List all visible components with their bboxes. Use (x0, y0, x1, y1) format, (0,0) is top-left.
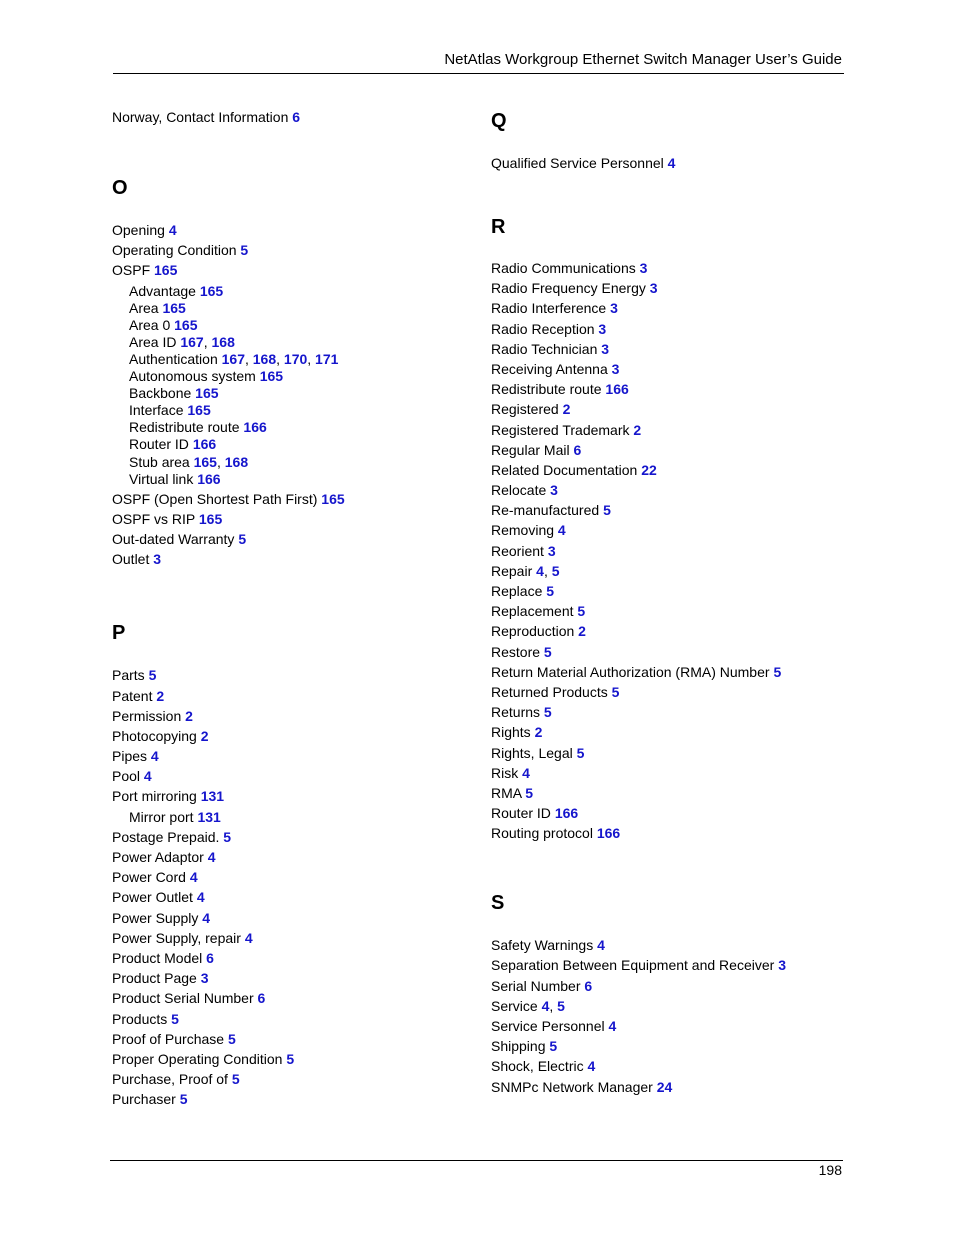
page-link[interactable]: 3 (639, 260, 648, 276)
index-entry-routing-protocol (491, 825, 851, 841)
index-term: Power Supply, repair (112, 929, 241, 946)
index-term: Redistribute route (129, 419, 240, 436)
index-term: Opening (112, 222, 165, 238)
index-term: OSPF (112, 262, 151, 279)
page-link[interactable]: 167 (180, 333, 204, 350)
page-link[interactable]: 166 (554, 805, 579, 822)
page-link[interactable]: 3 (601, 340, 610, 357)
index-term: Permission (112, 707, 182, 724)
index-subentry-virtual-link (112, 471, 472, 487)
index-term: Pipes (112, 748, 148, 765)
index-term: Radio Communications (491, 260, 636, 276)
page-link[interactable]: 4 (557, 522, 566, 539)
index-entry-pipes (112, 748, 472, 764)
index-term: Radio Technician (491, 340, 598, 357)
page-link[interactable]: 4 (608, 1018, 617, 1034)
index-term: Advantage (129, 282, 196, 299)
index-term: Risk (491, 764, 519, 781)
page-link[interactable]: 3 (649, 280, 658, 297)
index-term: Reproduction (491, 623, 575, 640)
page-link[interactable]: 6 (573, 441, 582, 458)
index-term: Returned Products (491, 683, 608, 700)
page-link[interactable]: 5 (286, 1050, 295, 1067)
page-link[interactable]: 6 (584, 977, 593, 994)
page-link[interactable]: 5 (557, 997, 565, 1014)
page-header-title: NetAtlas Workgroup Ethernet Switch Manager User’s Guide (444, 51, 842, 68)
page-link[interactable]: 166 (596, 825, 621, 842)
index-term: Radio Frequency Energy (491, 280, 646, 297)
index-term: Serial Number (491, 977, 581, 994)
page-link[interactable]: 4 (196, 889, 205, 906)
index-group-p (112, 621, 472, 1107)
index-term: Virtual link (129, 470, 194, 487)
index-group-r (491, 215, 851, 841)
index-entry-parts (112, 667, 472, 683)
index-term: Safety Warnings (491, 937, 594, 954)
index-entry-reorient (491, 543, 851, 559)
index-subentry-area (112, 300, 472, 316)
page-link[interactable]: 4 (207, 849, 216, 866)
index-term: Pool (112, 768, 141, 785)
index-term: Purchase, Proof of (112, 1071, 228, 1088)
page-link[interactable]: 165 (199, 282, 224, 299)
page-link[interactable]: 166 (192, 436, 217, 453)
index-entry-radio-interference (491, 300, 851, 316)
index-entry-relocate (491, 482, 851, 498)
index-term: Outlet (112, 551, 150, 568)
index-entry-service: Service 4, 5 (491, 997, 565, 1014)
index-entry-replacement (491, 603, 851, 619)
index-subentry-authentication: Authentication 167, 168, 170, 171 (129, 350, 339, 367)
page-link[interactable]: 4 (244, 929, 253, 946)
index-entry-service-personnel (491, 1018, 851, 1034)
index-entry-radio-technician (491, 341, 851, 357)
index-term: Registered (491, 401, 559, 418)
index-term: SNMPc Network Manager (491, 1078, 653, 1095)
index-entry-proper-operating-condition (112, 1051, 472, 1067)
page-link[interactable]: 3 (547, 542, 556, 559)
index-entry-separation-between-equipment-and-receiver (491, 957, 851, 973)
index-term: Re-manufactured (491, 502, 600, 519)
index-term: Service Personnel (491, 1018, 605, 1034)
index-term: Removing (491, 522, 555, 539)
index-entry-re-manufactured (491, 502, 851, 518)
index-subentry-autonomous-system (112, 368, 472, 384)
index-term: Patent (112, 687, 153, 704)
index-term: Area ID (129, 333, 177, 350)
page-link[interactable]: 166 (605, 381, 629, 398)
index-term: Parts (112, 667, 145, 684)
index-entry-regular-mail (491, 442, 851, 458)
index-term: Related Documentation (491, 461, 638, 478)
page-link[interactable]: 3 (550, 482, 558, 499)
page-link[interactable]: 4 (150, 748, 159, 765)
index-entry-power-cord (112, 869, 472, 885)
index-term: Norway, Contact Information (112, 109, 289, 125)
index-entry-pool (112, 768, 472, 784)
page-link[interactable]: 3 (611, 360, 620, 377)
index-term: Product Model (112, 949, 203, 966)
index-entry-permission (112, 708, 472, 724)
index-entry-safety-warnings (491, 937, 851, 953)
page-link[interactable]: 2 (578, 623, 586, 640)
page-link[interactable]: 3 (610, 300, 618, 317)
index-entry-products (112, 1011, 472, 1027)
index-term: Receiving Antenna (491, 360, 608, 377)
page-link[interactable]: 165 (195, 385, 219, 402)
index-term: RMA (491, 784, 522, 801)
index-term: Port mirroring (112, 788, 197, 805)
index-entry-removing (491, 522, 851, 538)
page-link[interactable]: 165 (259, 368, 284, 385)
index-term: Radio Interference (491, 300, 607, 317)
index-term: Registered Trademark (491, 421, 630, 438)
index-column-right (491, 109, 851, 1099)
index-term: Proper Operating Condition (112, 1050, 283, 1067)
index-term: Purchaser (112, 1091, 176, 1108)
index-entry-proof-of-purchase (112, 1031, 472, 1047)
index-entry-power-adaptor (112, 849, 472, 865)
index-term: OSPF vs RIP (112, 510, 195, 527)
index-entry-repair: Repair 4, 5 (491, 562, 560, 579)
index-entry-restore (491, 644, 851, 660)
page-link[interactable]: 6 (257, 990, 266, 1007)
index-subentry-stub-area: Stub area 165, 168 (129, 453, 249, 470)
index-term: Radio Reception (491, 320, 595, 337)
index-entry-reproduction (491, 623, 851, 639)
index-letter-heading: R (491, 216, 506, 238)
page-link[interactable]: 2 (633, 421, 642, 438)
index-entry-opening (112, 222, 472, 238)
index-term: Restore (491, 643, 541, 660)
page-link[interactable]: 5 (773, 663, 782, 680)
index-entry-purchaser (112, 1091, 472, 1107)
index-term: Routing protocol (491, 825, 593, 842)
page-link[interactable]: 3 (778, 957, 786, 974)
page-link[interactable]: 5 (227, 1030, 236, 1047)
page-link[interactable]: 2 (534, 724, 543, 741)
index-entry-radio-reception (491, 321, 851, 337)
page-link[interactable]: 22 (641, 461, 657, 478)
page-link[interactable]: 131 (197, 808, 221, 825)
index-term: Shock, Electric (491, 1058, 584, 1075)
index-term: Rights (491, 724, 531, 741)
index-entry-shock-electric (491, 1058, 851, 1074)
page-number: 198 (818, 1162, 842, 1178)
index-subentry-mirror-port (112, 809, 472, 825)
index-entry-power-supply (112, 910, 472, 926)
page-link[interactable]: 5 (238, 531, 247, 548)
page-link[interactable]: 165 (193, 453, 217, 470)
index-term: Products (112, 1010, 168, 1027)
index-entry-product-model (112, 950, 472, 966)
index-subentry-area-id: Area ID 167, 168 (129, 333, 235, 350)
index-entry-ospf-open-shortest-path-first (112, 491, 472, 507)
index-term: OSPF (Open Shortest Path First) (112, 490, 318, 507)
page-link[interactable]: 2 (156, 687, 165, 704)
index-entry-registered-trademark (491, 422, 851, 438)
index-term: Backbone (129, 385, 192, 402)
index-entry-returned-products (491, 684, 851, 700)
index-entry-router-id (491, 805, 851, 821)
index-term: Regular Mail (491, 441, 570, 458)
page-link[interactable]: 4 (143, 768, 152, 785)
index-entry-postage-prepaid (112, 829, 472, 845)
page-link[interactable]: 167 (221, 350, 245, 367)
page-link[interactable]: 165 (174, 316, 198, 333)
page-link[interactable]: 4 (667, 155, 676, 171)
page-link[interactable]: 5 (171, 1010, 179, 1027)
index-letter-heading: P (112, 622, 126, 645)
page-link[interactable]: 4 (541, 997, 550, 1014)
page-link[interactable]: 170 (283, 350, 308, 367)
page-link[interactable]: 2 (562, 401, 571, 418)
page-link[interactable]: 5 (576, 744, 585, 761)
index-term: Interface (129, 402, 184, 419)
page-link[interactable]: 165 (187, 402, 211, 419)
index-term: Replace (491, 583, 543, 599)
page-link[interactable]: 5 (179, 1091, 188, 1108)
index-subentry-backbone (112, 385, 472, 401)
index-entry-related-documentation (491, 462, 851, 478)
index-term: Photocopying (112, 727, 197, 744)
page-link[interactable]: 3 (598, 320, 607, 337)
index-term: Qualified Service Personnel (491, 155, 664, 171)
page-link[interactable]: 166 (243, 419, 267, 436)
footer-rule (110, 1160, 843, 1161)
index-entry-radio-communications (491, 260, 851, 276)
page-link[interactable]: 4 (536, 562, 544, 579)
index-term: Stub area (129, 453, 190, 470)
index-entry-ospf (112, 262, 472, 278)
page-link[interactable]: 5 (148, 667, 157, 684)
index-term: Out-dated Warranty (112, 531, 235, 548)
index-entry-port-mirroring (112, 788, 472, 804)
page-link[interactable]: 168 (224, 453, 249, 470)
page-link[interactable]: 168 (252, 350, 277, 367)
index-entry-shipping (491, 1038, 851, 1054)
index-entry-product-serial-number (112, 990, 472, 1006)
page-link[interactable]: 165 (321, 490, 345, 507)
index-entry-rights-legal (491, 745, 851, 761)
index-subentry-advantage (112, 283, 472, 299)
index-term: Postage Prepaid. (112, 828, 220, 845)
index-term: Router ID (491, 805, 551, 822)
page-link[interactable]: 5 (577, 603, 586, 620)
index-entry-purchase-proof-of (112, 1071, 472, 1087)
page-link[interactable]: 5 (611, 683, 620, 700)
page-link[interactable]: 5 (549, 1038, 558, 1055)
index-term: Return Material Authorization (RMA) Number (491, 663, 770, 680)
index-term: Area 0 (129, 316, 171, 333)
page-link[interactable]: 5 (546, 583, 555, 599)
index-entry-outlet (112, 551, 472, 567)
index-term: Relocate (491, 482, 547, 499)
page-link[interactable]: 5 (231, 1071, 240, 1088)
page-link[interactable]: 6 (292, 109, 301, 125)
page-link[interactable]: 165 (162, 299, 186, 316)
index-entry-serial-number (491, 978, 851, 994)
index-entry-replace (491, 583, 851, 599)
index-group-s (491, 891, 851, 1094)
index-term: Product Serial Number (112, 990, 254, 1007)
index-group-q (491, 109, 851, 171)
index-entry-power-outlet (112, 889, 472, 905)
page-link[interactable]: 5 (551, 562, 560, 579)
index-letter-heading: O (112, 177, 128, 199)
index-term: Proof of Purchase (112, 1030, 225, 1047)
header-rule (113, 73, 844, 74)
index-term: Power Cord (112, 869, 186, 886)
page-link[interactable]: 4 (202, 909, 211, 926)
index-subentry-redistribute-route (112, 419, 472, 435)
page-link[interactable]: 4 (587, 1058, 596, 1075)
index-entry-redistribute-route (491, 381, 851, 397)
index-term: Autonomous system (129, 368, 256, 385)
page-link[interactable]: 24 (656, 1078, 673, 1095)
page-link[interactable]: 4 (522, 764, 530, 781)
index-entry-qualified-service-personnel (491, 155, 851, 171)
index-term: Replacement (491, 603, 574, 620)
index-term: Reorient (491, 542, 544, 559)
page-link[interactable]: 5 (240, 242, 249, 259)
index-term: Repair (491, 562, 533, 579)
index-entry-norway-contact-information (112, 109, 472, 125)
index-entry-product-page (112, 970, 472, 986)
page-link[interactable]: 165 (154, 262, 178, 279)
index-term: Authentication (129, 350, 218, 367)
index-entry-patent (112, 688, 472, 704)
page-link[interactable]: 5 (543, 704, 552, 721)
index-term: Rights, Legal (491, 744, 573, 761)
index-letter-heading: Q (491, 110, 507, 132)
page-link[interactable]: 4 (168, 222, 177, 238)
page-link[interactable]: 5 (603, 502, 611, 519)
page-link[interactable]: 2 (200, 727, 209, 744)
index-entry-power-supply-repair (112, 930, 472, 946)
index-entry-receiving-antenna (491, 361, 851, 377)
index-term: Product Page (112, 970, 197, 987)
index-term: Power Supply (112, 909, 199, 926)
index-group (112, 109, 472, 125)
index-term: Area (129, 299, 159, 316)
index-term: Router ID (129, 436, 189, 453)
index-term: Mirror port (129, 808, 194, 825)
page-link[interactable]: 168 (211, 333, 235, 350)
index-entry-rma (491, 785, 851, 801)
index-entry-registered (491, 401, 851, 417)
index-group-o (112, 176, 472, 567)
page-link[interactable]: 3 (153, 551, 162, 568)
page-link[interactable]: 4 (189, 869, 198, 886)
index-letter-heading: S (491, 892, 505, 915)
index-entry-snmpc-network-manager (491, 1079, 851, 1095)
index-entry-radio-frequency-energy (491, 280, 851, 296)
page-link[interactable]: 4 (597, 937, 605, 954)
page-link[interactable]: 5 (525, 784, 534, 801)
index-term: Operating Condition (112, 242, 237, 259)
page-link[interactable]: 3 (200, 970, 209, 987)
index-term: Power Adaptor (112, 849, 204, 866)
index-entry-returns (491, 704, 851, 720)
index-term: Separation Between Equipment and Receiver (491, 957, 775, 974)
index-entry-photocopying (112, 728, 472, 744)
index-entry-ospf-vs-rip (112, 511, 472, 527)
index-term: Service (491, 997, 538, 1014)
index-entry-operating-condition (112, 242, 472, 258)
index-subentry-interface (112, 402, 472, 418)
index-subentry-area-0 (112, 317, 472, 333)
page-link[interactable]: 171 (315, 350, 339, 367)
index-entry-rights (491, 724, 851, 740)
page-link[interactable]: 5 (543, 643, 552, 660)
page-link[interactable]: 6 (206, 949, 214, 966)
page-link[interactable]: 165 (198, 510, 223, 527)
index-entry-return-material-authorization-rma-number (491, 664, 851, 680)
page-link[interactable]: 131 (200, 788, 225, 805)
index-entry-risk (491, 765, 851, 781)
page-link[interactable]: 2 (185, 707, 193, 724)
index-entry-out-dated-warranty (112, 531, 472, 547)
index-subentry-router-id (112, 436, 472, 452)
index-term: Returns (491, 704, 541, 721)
index-term: Power Outlet (112, 889, 193, 906)
index-term: Redistribute route (491, 381, 602, 398)
index-term: Shipping (491, 1038, 546, 1055)
index-column-left (112, 109, 472, 1111)
page-link[interactable]: 5 (223, 828, 232, 845)
page-link[interactable]: 166 (197, 470, 221, 487)
